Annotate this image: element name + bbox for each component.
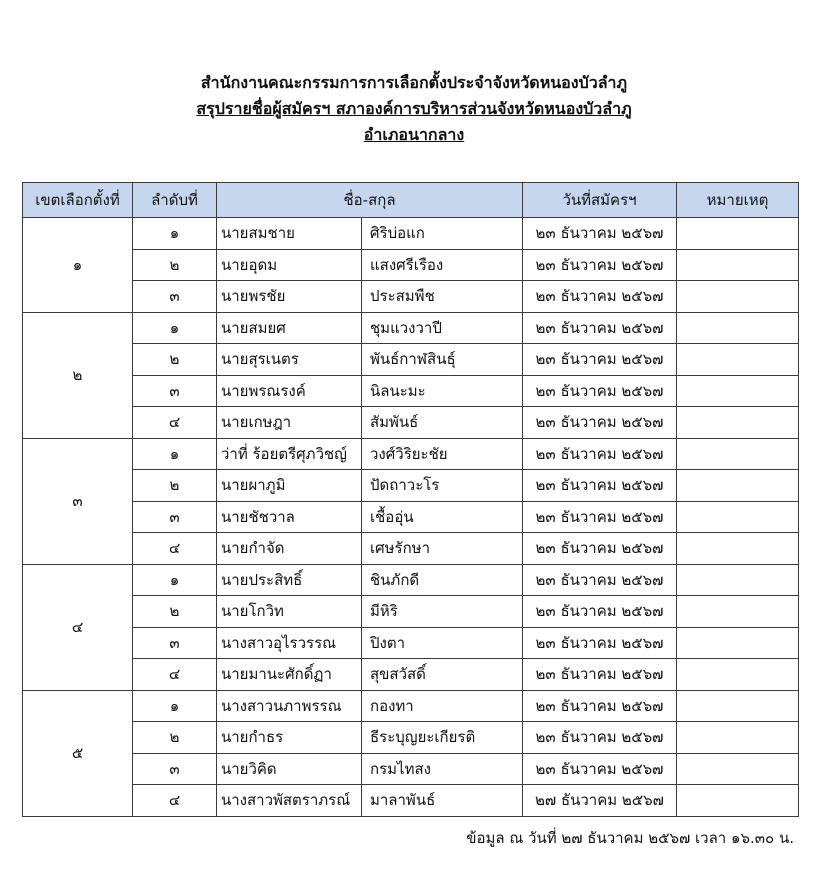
apply-date: ๒๓ ธันวาคม ๒๕๖๗ bbox=[523, 722, 677, 754]
last-name: สุขสวัสดิ์ bbox=[362, 659, 523, 691]
district-number: ๑ bbox=[23, 218, 133, 313]
table-row bbox=[23, 627, 799, 659]
table-row bbox=[23, 281, 799, 313]
district-number: ๔ bbox=[23, 564, 133, 690]
col-header-seq: ลำดับที่ bbox=[133, 183, 217, 218]
note bbox=[677, 344, 799, 376]
table-body bbox=[23, 218, 799, 817]
apply-date: ๒๓ ธันวาคม ๒๕๖๗ bbox=[523, 470, 677, 502]
last-name: ประสมพืช bbox=[362, 281, 523, 313]
first-name: นายสุรเนตร bbox=[217, 344, 362, 376]
note bbox=[677, 438, 799, 470]
first-name: ว่าที่ ร้อยตรีศุภวิชญ์ bbox=[217, 438, 362, 470]
apply-date: ๒๓ ธันวาคม ๒๕๖๗ bbox=[523, 533, 677, 565]
last-name: ปิงตา bbox=[362, 627, 523, 659]
seq-number: ๔ bbox=[133, 659, 217, 691]
last-name: พันธ์กาฬสินธุ์ bbox=[362, 344, 523, 376]
table-row bbox=[23, 785, 799, 817]
first-name: นายโกวิท bbox=[217, 596, 362, 628]
seq-number: ๑ bbox=[133, 438, 217, 470]
apply-date: ๒๓ ธันวาคม ๒๕๖๗ bbox=[523, 501, 677, 533]
first-name: นายผาภูมิ bbox=[217, 470, 362, 502]
office-title: สำนักงานคณะกรรมการการเลือกตั้งประจำจังหวัดหนองบัวลำภู bbox=[200, 73, 628, 92]
table-row bbox=[23, 753, 799, 785]
candidate-table bbox=[22, 182, 799, 817]
note bbox=[677, 722, 799, 754]
table-row bbox=[23, 690, 799, 722]
district-number: ๓ bbox=[23, 438, 133, 564]
last-name: ชินภักดี bbox=[362, 564, 523, 596]
table-row bbox=[23, 375, 799, 407]
first-name: นายมานะศักดิ์ฏา bbox=[217, 659, 362, 691]
first-name: นายพรชัย bbox=[217, 281, 362, 313]
seq-number: ๓ bbox=[133, 375, 217, 407]
note bbox=[677, 249, 799, 281]
first-name: นายประสิทธิ์ bbox=[217, 564, 362, 596]
table-row bbox=[23, 312, 799, 344]
table-row bbox=[23, 564, 799, 596]
apply-date: ๒๓ ธันวาคม ๒๕๖๗ bbox=[523, 407, 677, 439]
table-row bbox=[23, 501, 799, 533]
seq-number: ๒ bbox=[133, 470, 217, 502]
first-name: นายเกษฎา bbox=[217, 407, 362, 439]
last-name: วงศ์วิริยะชัย bbox=[362, 438, 523, 470]
seq-number: ๑ bbox=[133, 690, 217, 722]
col-header-name: ชื่อ-สกุล bbox=[217, 183, 523, 218]
district-number: ๒ bbox=[23, 312, 133, 438]
table-row bbox=[23, 533, 799, 565]
note bbox=[677, 375, 799, 407]
last-name: มีหิริ bbox=[362, 596, 523, 628]
last-name: กองทา bbox=[362, 690, 523, 722]
note bbox=[677, 785, 799, 817]
first-name: นายสมชาย bbox=[217, 218, 362, 250]
apply-date: ๒๓ ธันวาคม ๒๕๖๗ bbox=[523, 249, 677, 281]
note bbox=[677, 312, 799, 344]
seq-number: ๒ bbox=[133, 344, 217, 376]
table-row bbox=[23, 438, 799, 470]
last-name: เศษรักษา bbox=[362, 533, 523, 565]
first-name: นายกำธร bbox=[217, 722, 362, 754]
apply-date: ๒๓ ธันวาคม ๒๕๖๗ bbox=[523, 690, 677, 722]
seq-number: ๑ bbox=[133, 218, 217, 250]
note bbox=[677, 659, 799, 691]
seq-number: ๒ bbox=[133, 249, 217, 281]
apply-date: ๒๗ ธันวาคม ๒๕๖๗ bbox=[523, 785, 677, 817]
table-row bbox=[23, 344, 799, 376]
apply-date: ๒๓ ธันวาคม ๒๕๖๗ bbox=[523, 596, 677, 628]
apply-date: ๒๓ ธันวาคม ๒๕๖๗ bbox=[523, 564, 677, 596]
first-name: นางสาวพัสตราภรณ์ bbox=[217, 785, 362, 817]
col-header-district: เขตเลือกตั้งที่ bbox=[23, 183, 133, 218]
note bbox=[677, 753, 799, 785]
note bbox=[677, 627, 799, 659]
first-name: นายอุดม bbox=[217, 249, 362, 281]
apply-date: ๒๓ ธันวาคม ๒๕๖๗ bbox=[523, 312, 677, 344]
note bbox=[677, 281, 799, 313]
table-row bbox=[23, 407, 799, 439]
table-row bbox=[23, 659, 799, 691]
note bbox=[677, 407, 799, 439]
apply-date: ๒๓ ธันวาคม ๒๕๖๗ bbox=[523, 344, 677, 376]
apply-date: ๒๓ ธันวาคม ๒๕๖๗ bbox=[523, 218, 677, 250]
last-name: มาลาพันธ์ bbox=[362, 785, 523, 817]
district-number: ๕ bbox=[23, 690, 133, 816]
seq-number: ๔ bbox=[133, 407, 217, 439]
apply-date: ๒๓ ธันวาคม ๒๕๖๗ bbox=[523, 659, 677, 691]
note bbox=[677, 690, 799, 722]
note bbox=[677, 501, 799, 533]
last-name: เชื้ออุ่น bbox=[362, 501, 523, 533]
seq-number: ๔ bbox=[133, 785, 217, 817]
last-name: แสงศรีเรือง bbox=[362, 249, 523, 281]
apply-date: ๒๓ ธันวาคม ๒๕๖๗ bbox=[523, 281, 677, 313]
first-name: นายพรณรงค์ bbox=[217, 375, 362, 407]
first-name: นางสาวนภาพรรณ bbox=[217, 690, 362, 722]
note bbox=[677, 564, 799, 596]
note bbox=[677, 218, 799, 250]
last-name: ปัดถาวะโร bbox=[362, 470, 523, 502]
col-header-date: วันที่สมัครฯ bbox=[523, 183, 677, 218]
apply-date: ๒๓ ธันวาคม ๒๕๖๗ bbox=[523, 627, 677, 659]
table-row bbox=[23, 722, 799, 754]
table-row bbox=[23, 218, 799, 250]
first-name: นายสมยศ bbox=[217, 312, 362, 344]
seq-number: ๓ bbox=[133, 501, 217, 533]
table-row bbox=[23, 596, 799, 628]
table-row bbox=[23, 249, 799, 281]
document-header bbox=[0, 70, 828, 148]
seq-number: ๒ bbox=[133, 722, 217, 754]
last-name: กรมไทสง bbox=[362, 753, 523, 785]
apply-date: ๒๓ ธันวาคม ๒๕๖๗ bbox=[523, 753, 677, 785]
note bbox=[677, 596, 799, 628]
last-name: นิลนะมะ bbox=[362, 375, 523, 407]
last-name: ชุมแวงวาปี bbox=[362, 312, 523, 344]
seq-number: ๑ bbox=[133, 564, 217, 596]
district-title: อำเภอนากลาง bbox=[363, 125, 465, 144]
first-name: นายกำจัด bbox=[217, 533, 362, 565]
table-row bbox=[23, 470, 799, 502]
table-header-row bbox=[23, 183, 799, 218]
seq-number: ๓ bbox=[133, 281, 217, 313]
first-name: นางสาวอุไรวรรณ bbox=[217, 627, 362, 659]
last-name: ศิริบ่อแก bbox=[362, 218, 523, 250]
col-header-note: หมายเหตุ bbox=[677, 183, 799, 218]
last-name: สัมพันธ์ bbox=[362, 407, 523, 439]
apply-date: ๒๓ ธันวาคม ๒๕๖๗ bbox=[523, 438, 677, 470]
seq-number: ๒ bbox=[133, 596, 217, 628]
data-timestamp: ข้อมูล ณ วันที่ ๒๗ ธันวาคม ๒๕๖๗ เวลา ๑๖.๓๐ น. bbox=[466, 829, 794, 847]
seq-number: ๑ bbox=[133, 312, 217, 344]
summary-title: สรุปรายชื่อผู้สมัครฯ สภาองค์การบริหารส่วนจังหวัดหนองบัวลำภู bbox=[196, 99, 632, 118]
seq-number: ๓ bbox=[133, 627, 217, 659]
seq-number: ๔ bbox=[133, 533, 217, 565]
first-name: นายวิคิด bbox=[217, 753, 362, 785]
seq-number: ๓ bbox=[133, 753, 217, 785]
last-name: ธีระบุญยะเกียรติ bbox=[362, 722, 523, 754]
note bbox=[677, 470, 799, 502]
first-name: นายชัชวาล bbox=[217, 501, 362, 533]
apply-date: ๒๓ ธันวาคม ๒๕๖๗ bbox=[523, 375, 677, 407]
note bbox=[677, 533, 799, 565]
